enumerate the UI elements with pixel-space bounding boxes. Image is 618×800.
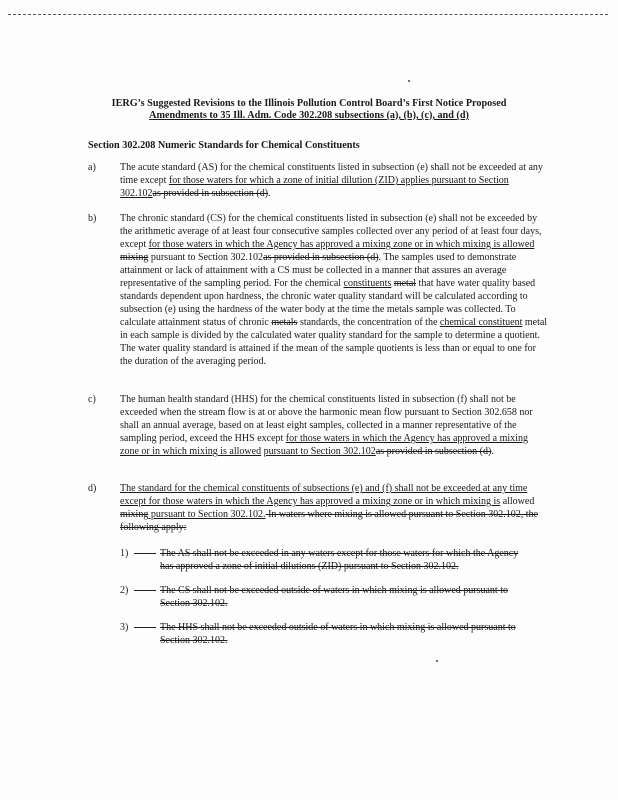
strike-dash [134, 553, 156, 554]
plain-text: pursuant to Section 302.102 [148, 252, 264, 263]
plain-text: allowed [500, 496, 535, 507]
subsection-d-item-1 [120, 547, 530, 573]
subsection-c [88, 393, 548, 458]
item-number: 1) [120, 548, 129, 559]
subsection-b-marker: b) [88, 213, 97, 224]
inserted-text: pursuant to Section 302.102. [148, 509, 266, 520]
inserted-text: The standard for the chemical constituents of subsections (e) and (f) shall not be exceeded at any time except for those waters in which the Agency has approved a mixing zone or in which mixing is [120, 483, 528, 507]
subsection-d-item-3 [120, 621, 530, 647]
subsection-a-marker: a) [88, 162, 96, 173]
item-text: The HHS shall not be exceeded outside of waters in which mixing is allowed pursuant to Section 302.102. [160, 622, 516, 646]
subsection-d-marker: d) [88, 483, 97, 494]
plain-text: standards, the concentration of the [297, 317, 440, 328]
deleted-text: mixing [120, 252, 149, 263]
plain-text: . [491, 446, 494, 457]
deleted-text: as provided in subsection (d) [152, 188, 269, 199]
plain-text: metal in each sample is divided by the calculated water quality standard for the sample to determine a quotient. The water quality standard is attained if the mean of the sample quotients is less than or equal to one for the duration of the averaging period. [120, 317, 548, 367]
subsection-d-item-2 [120, 584, 530, 610]
inserted-text: constituents [343, 278, 392, 289]
deleted-text: metals [271, 317, 298, 328]
section-heading: Section 302.208 Numeric Standards for Chemical Constituents [88, 140, 360, 151]
scan-speck [436, 660, 438, 662]
inserted-text: for those waters in which the Agency has approved a mixing zone or in which mixing is allowed [120, 433, 528, 457]
deleted-text: metal [393, 278, 417, 289]
deleted-text: In waters where mixing is allowed pursuant to Section 302.102, the following apply: [120, 509, 539, 533]
subsection-b [88, 212, 548, 368]
document-title [40, 98, 578, 122]
deleted-text: as provided in subsection (d) [375, 446, 492, 457]
plain-text: . [268, 188, 271, 199]
item-text: The CS shall not be exceeded outside of waters in which mixing is allowed pursuant to Section 302.102. [160, 585, 508, 609]
plain-text: The acute standard (AS) for the chemical constituents listed in subsection (e) shall not be exceeded at any time except [120, 162, 543, 186]
plain-text: that have water quality based standards dependent upon hardness, the chronic water quality standard will be calculated according to subsection (e) using the hardness of the water body at the time the metals sample was collected. To calculate attainment status of chronic [120, 278, 536, 328]
plain-text: The chronic standard (CS) for the chemical constituents listed in subsection (e) shall not be exceeded by the arithmetic average of at least four consecutive samples collected over any period of at least four days, except [120, 213, 542, 250]
plain-text: The human health standard (HHS) for the chemical constituents listed in subsection (f) shall not be exceeded when the stream flow is at or above the harmonic mean flow pursuant to Section 302.658 nor shall an annual average, based on at least eight samples, collected in a manner representative of the sampling period, exceed the HHS except [120, 394, 533, 444]
subsection-a-text [120, 161, 548, 200]
title-line-2: Amendments to 35 Ill. Adm. Code 302.208 subsections (a), (b), (c), and (d) [149, 110, 469, 121]
subsection-d [88, 482, 548, 534]
subsection-d-text [120, 482, 548, 534]
item-number: 3) [120, 622, 129, 633]
inserted-text: for those waters for which a zone of initial dilution (ZID) applies pursuant to Section 302.102 [120, 175, 509, 199]
strike-dash [134, 627, 156, 628]
item-text: The AS shall not be exceeded in any waters except for those waters for which the Agency has approved a zone of initial dilutions (ZID) pursuant to Section 302.102. [160, 548, 519, 572]
plain-text: . The samples used to demonstrate attainment or lack of attainment with a CS must be collected in a manner that assures an average representative of the sampling period. For the chemical [120, 252, 517, 289]
scan-speck [408, 80, 410, 82]
item-number: 2) [120, 585, 129, 596]
title-line-1: IERG’s Suggested Revisions to the Illinois Pollution Control Board’s First Notice Proposed [111, 98, 507, 109]
inserted-text: for those waters in which the Agency has approved a mixing zone or in which mixing is allowed [148, 239, 535, 250]
subsection-b-text [120, 212, 548, 368]
scan-artifact-line [8, 14, 608, 15]
deleted-text: as provided in subsection (d) [263, 252, 379, 263]
deleted-text: mixing [120, 509, 149, 520]
inserted-text: pursuant to Section 302.102 [263, 446, 376, 457]
subsection-c-marker: c) [88, 394, 96, 405]
subsection-a [88, 161, 548, 200]
inserted-text: chemical constituent [439, 317, 523, 328]
strike-dash [134, 590, 156, 591]
subsection-c-text [120, 393, 548, 458]
